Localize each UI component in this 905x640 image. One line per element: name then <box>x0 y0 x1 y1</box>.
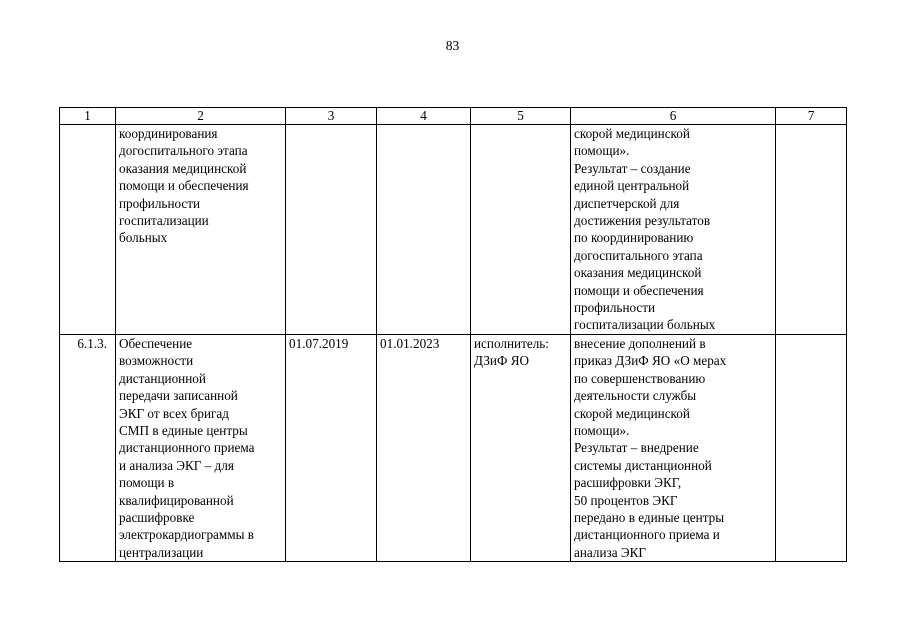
text-line: Результат – внедрение <box>574 440 699 456</box>
start-date-cell: 01.07.2019 <box>286 334 377 561</box>
executor-cell <box>471 334 571 561</box>
column-header: 2 <box>116 108 286 125</box>
text-line: системы дистанционной <box>574 457 712 473</box>
text-line: возможности <box>119 353 194 369</box>
text-line: больных <box>119 230 168 246</box>
text-line: помощи и обеспечения <box>119 178 249 194</box>
text-line: дистанционного приема <box>119 440 255 456</box>
page-number: 83 <box>445 38 460 53</box>
column-header: 4 <box>377 108 471 125</box>
text-line: и анализа ЭКГ – для <box>119 457 234 473</box>
text-line: единой центральной <box>574 178 690 194</box>
text-line: централизации <box>119 544 204 560</box>
text-line: 50 процентов ЭКГ <box>574 492 678 508</box>
table-row <box>60 125 847 335</box>
text-line: ЭКГ от всех бригад <box>119 405 229 421</box>
text-line: электрокардиограммы в <box>119 527 254 543</box>
column-7-cell <box>776 125 847 335</box>
plan-table <box>59 107 847 562</box>
text-line: госпитализации больных <box>574 317 716 333</box>
column-header: 5 <box>471 108 571 125</box>
text-line: догоспитального этапа <box>119 143 248 159</box>
row-number-cell: 6.1.3. <box>60 334 116 561</box>
text-line: скорой медицинской <box>574 126 690 141</box>
text-line: внесение дополнений в <box>574 335 706 351</box>
text-line: профильности <box>574 300 656 316</box>
text-line: диспетчерской для <box>574 195 680 211</box>
text-line: квалифицированной <box>119 492 234 508</box>
start-date-cell <box>286 125 377 335</box>
result-cell <box>571 334 776 561</box>
executor-cell <box>471 125 571 335</box>
result-cell <box>571 125 776 335</box>
text-line: дистанционной <box>119 370 206 386</box>
text-line: СМП в единые центры <box>119 422 248 438</box>
end-date-cell: 01.01.2023 <box>377 334 471 561</box>
text-line: помощи в <box>119 475 175 491</box>
activity-title-cell <box>116 334 286 561</box>
text-line: по координированию <box>574 230 694 246</box>
activity-title-cell <box>116 125 286 335</box>
text-line: передано в единые центры <box>574 509 725 525</box>
text-line: Обеспечение <box>119 335 193 351</box>
text-line: расшифровки ЭКГ, <box>574 475 682 491</box>
column-header: 7 <box>776 108 847 125</box>
table-row <box>60 334 847 561</box>
text-line: догоспитального этапа <box>574 247 703 263</box>
text-line: помощи». <box>574 422 630 438</box>
text-line: скорой медицинской <box>574 405 690 421</box>
row-number-cell <box>60 125 116 335</box>
text-line: помощи». <box>574 143 630 159</box>
text-line: Результат – создание <box>574 160 691 176</box>
table-header-row <box>60 108 847 125</box>
text-line: приказ ДЗиФ ЯО «О мерах <box>574 353 727 369</box>
text-line: ДЗиФ ЯО <box>474 353 530 369</box>
text-line: передачи записанной <box>119 388 238 404</box>
column-header: 3 <box>286 108 377 125</box>
text-line: анализа ЭКГ <box>574 544 647 560</box>
text-line: профильности <box>119 195 201 211</box>
text-line: достижения результатов <box>574 213 711 229</box>
end-date-cell <box>377 125 471 335</box>
text-line: оказания медицинской <box>119 160 247 176</box>
text-line: по совершенствованию <box>574 370 706 386</box>
text-line: госпитализации <box>119 213 209 229</box>
column-header: 1 <box>60 108 116 125</box>
text-line: дистанционного приема и <box>574 527 720 543</box>
column-header: 6 <box>571 108 776 125</box>
text-line: расшифровке <box>119 509 195 525</box>
text-line: помощи и обеспечения <box>574 282 704 298</box>
text-line: исполнитель: <box>474 335 549 351</box>
column-7-cell <box>776 334 847 561</box>
text-line: координирования <box>119 126 218 141</box>
text-line: деятельности службы <box>574 388 697 404</box>
text-line: оказания медицинской <box>574 265 702 281</box>
